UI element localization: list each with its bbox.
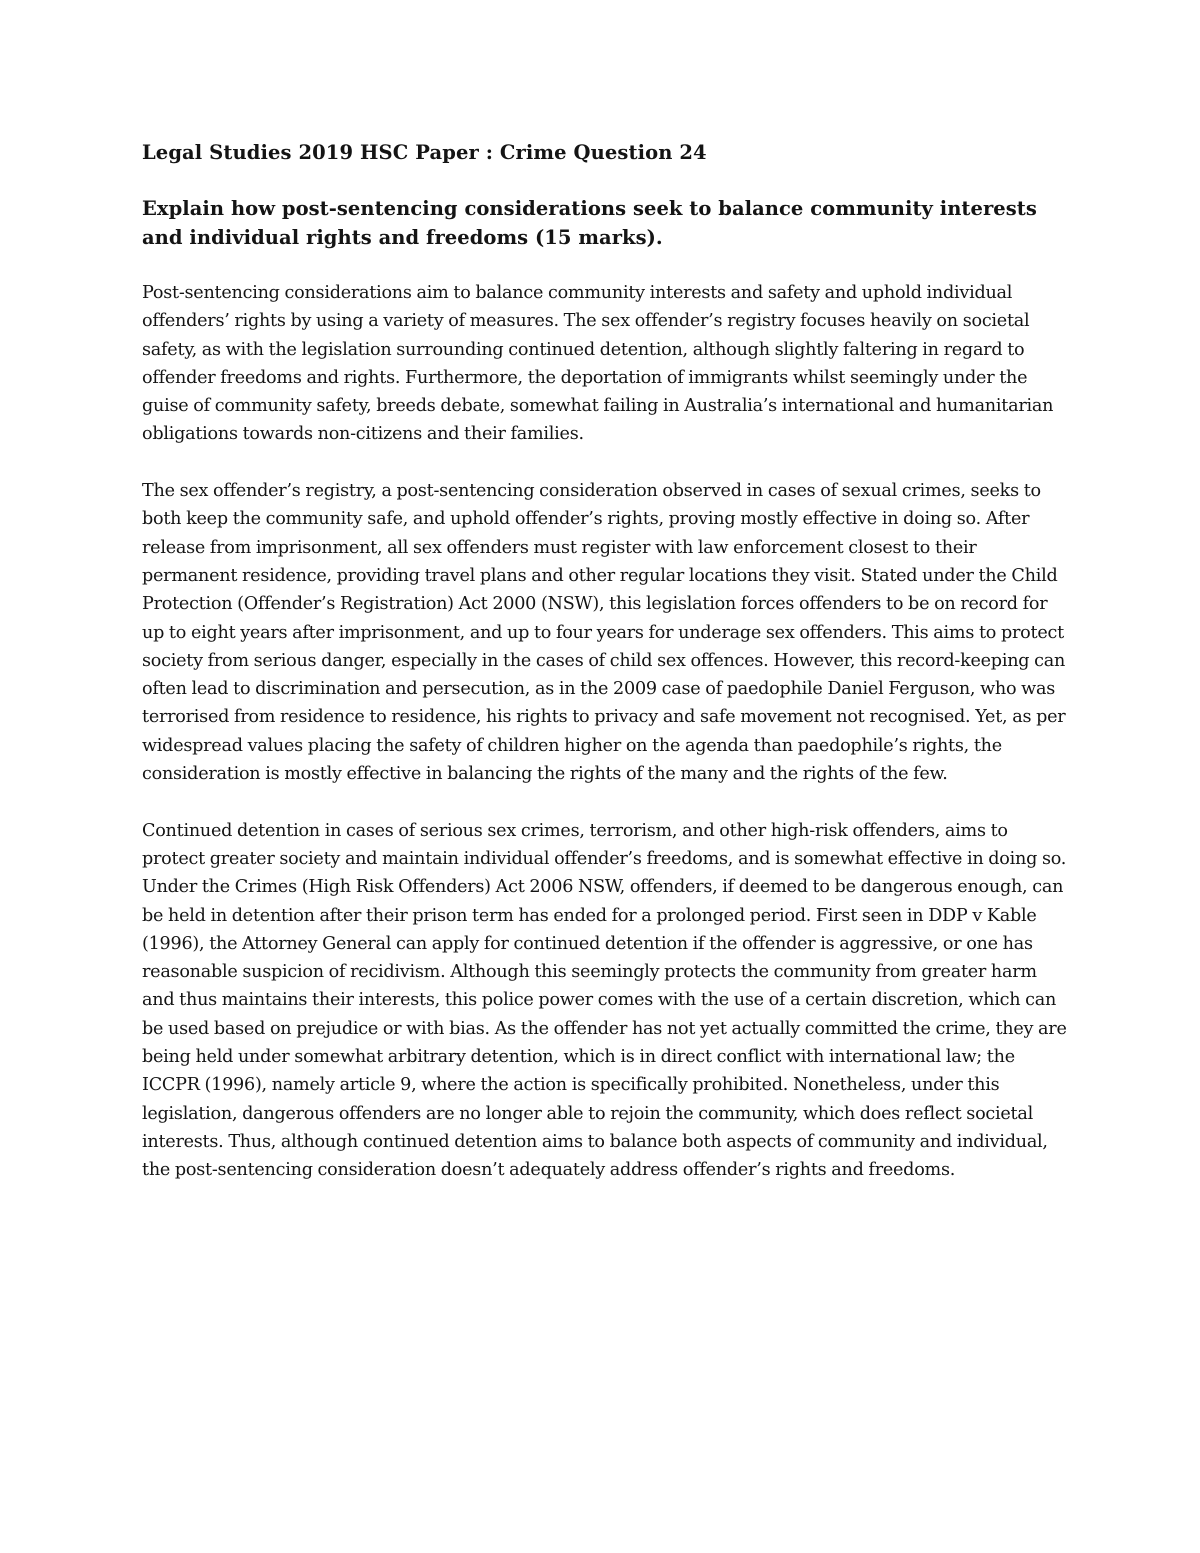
continued-detention-paragraph: Continued detention in cases of serious sex crimes, terrorism, and other high-risk offenders, aims to protect greater society and maintain individual offender’s freedoms, and is somewhat effective in doing so. Under the Crimes (High Risk Offenders) Act 2006 NSW, offenders, if deemed to be dangerous enough, can be held in detention after their prison term has ended for a prolonged period. First seen in DDP v Kable (1996), the Attorney General can apply for continued detention if the offender is aggressive, or one has reasonable suspicion of recidivism. Although this seemingly protects the community from greater harm and thus maintains their interests, this police power comes with the use of a certain discretion, which can be used based on prejudice or with bias. As the offender has not yet actually committed the crime, they are being held under somewhat arbitrary detention, which is in direct conflict with international law; the ICCPR (1996), namely article 9, where the action is specifically prohibited. Nonetheless, under this legislation, dangerous offenders are no longer able to rejoin the community, which does reflect societal interests. Thus, although continued detention aims to balance both aspects of community and individual, the post-sentencing consideration doesn’t adequately address offender’s rights and freedoms. — [142, 820, 1067, 1181]
document-page — [142, 138, 1067, 1213]
essay-question: Explain how post-sentencing considerations seek to balance community interests and individual rights and freedoms (15 marks). — [142, 197, 1037, 249]
introduction-paragraph: Post-sentencing considerations aim to balance community interests and safety and uphold individual offenders’ rights by using a variety of measures. The sex offender’s registry focuses heavily on societal safety, as with the legislation surrounding continued detention, although slightly faltering in regard to offender freedoms and rights. Furthermore, the deportation of immigrants whilst seemingly under the guise of community safety, breeds debate, somewhat failing in Australia’s international and humanitarian obligations towards non-citizens and their families. — [142, 283, 1054, 445]
sex-offender-registry-paragraph: The sex offender’s registry, a post-sentencing consideration observed in cases of sexual crimes, seeks to both keep the community safe, and uphold offender’s rights, proving mostly effective in doing so. After release from imprisonment, all sex offenders must register with law enforcement closest to their permanent residence, providing travel plans and other regular locations they visit. Stated under the Child Protection (Offender’s Registration) Act 2000 (NSW), this legislation forces offenders to be on record for up to eight years after imprisonment, and up to four years for underage sex offenders. This aims to protect society from serious danger, especially in the cases of child sex offences. However, this record-keeping can often lead to discrimination and persecution, as in the 2009 case of paedophile Daniel Ferguson, who was terrorised from residence to residence, his rights to privacy and safe movement not recognised. Yet, as per widespread values placing the safety of children higher on the agenda than paedophile’s rights, the consideration is mostly effective in balancing the rights of the many and the rights of the few. — [142, 481, 1066, 785]
document-title: Legal Studies 2019 HSC Paper : Crime Question 24 — [142, 141, 707, 164]
